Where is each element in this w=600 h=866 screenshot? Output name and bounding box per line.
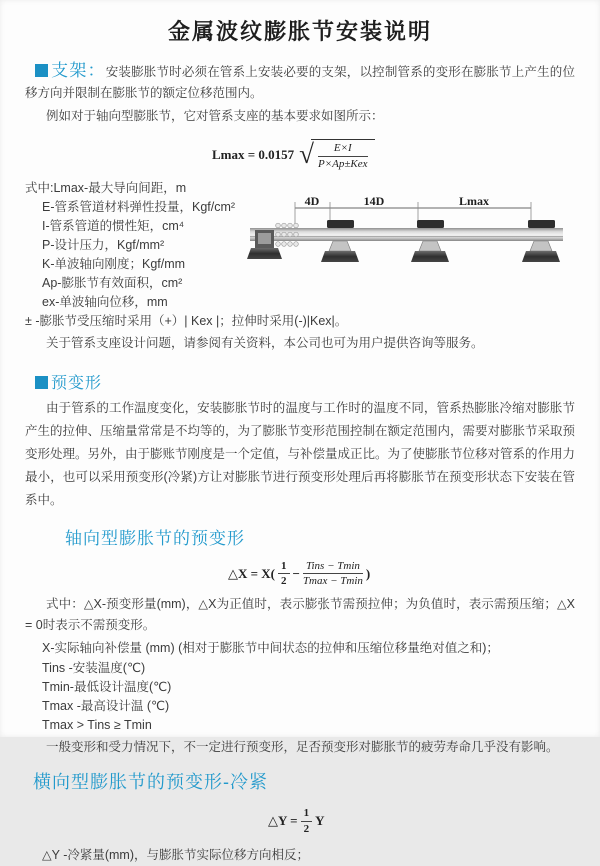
pipe-support-diagram (248, 194, 588, 276)
axial-explain-text: 式中：△X-预变形量(mm)，△X为正值时，表示膨张节需预拉伸；为负值时，表示需预压缩；△X = 0时表示不需预变形。 (25, 596, 575, 632)
lmax-formula (212, 139, 600, 171)
half-fraction: $\frac{1}{2}$ (278, 560, 290, 588)
support-note-text: 关于管系支座设计问题，请参阅有关资料，本公司也可为用户提供咨询等服务。 (46, 335, 484, 350)
lateral-formula (268, 807, 600, 835)
def-lmax: 式中:Lmax-最大导向间距，m (25, 180, 187, 195)
dim-label-lmax: Lmax (459, 194, 489, 208)
def-ex: ex-单波轴向位移，mm (42, 294, 168, 309)
lateral-formula-rhs: Y (315, 813, 325, 829)
radical-sign-icon: √ (299, 139, 314, 170)
temp-def-tins: Tins -安装温度(℃) (42, 660, 146, 675)
def-e: E-管系管道材料弹性投量，Kgf/cm² (42, 199, 236, 214)
def-ap: Ap-膨胀节有效面积，cm² (42, 275, 183, 290)
lmax-fraction: $\frac{E\times I}{\text{P×Ap±Kex}}$ (318, 142, 368, 170)
predeform-body-text: 由于管系的工作温度变化，安装膨胀节时的温度与工作时的温度不同，管系热膨胀冷缩对膨胀节产生的拉伸、压缩量常常是不均等的，为了膨胀节变形范围控制在额定范围内，需要对膨胀节采取预变形处理。另外，由于膨账节刚度是一个定值，与补偿量成正比。为了使膨胀节位移对管系的作用力最小，也可以采用预变形(冷紧)方让对膨胀节进行预变形处理后再将膨胀节在预变形状态下安装在管系中。 (25, 400, 576, 507)
page-title: 金属波纹膨胀节安装说明 (167, 19, 432, 44)
lateral-formula-lhs: △Y = (268, 813, 298, 829)
def-k: K-单波轴向刚度；Kgf/mm (42, 256, 186, 271)
support-example-text: 例如对于轴向型膨胀节，它对管系支座的基本要求如图所示： (46, 109, 384, 123)
def-pm: ± -膨胀节受压缩时采用（+）| Kex |；拉伸时采用(-)|Kex|。 (25, 313, 348, 328)
temp-inequality: Tmax > Tins ≥ Tmin (42, 717, 152, 732)
section-marker-square-icon (35, 64, 48, 77)
axial-formula-rhs: ) (365, 565, 371, 581)
lmax-formula-lhs: Lmax = 0.0157 (212, 146, 295, 162)
axial-formula-lhs: △X = X( (228, 565, 276, 581)
def-p: P-设计压力，Kgf/mm² (42, 237, 165, 252)
half-fraction: $\frac{1}{2}$ (301, 807, 313, 835)
support-heading: 支架： (51, 61, 106, 80)
sqrt-radical (299, 139, 374, 171)
lateral-subheading: 横向型膨胀节的预变形-冷紧 (33, 771, 268, 792)
axial-subheading: 轴向型膨胀节的预变形 (65, 528, 245, 548)
minus-sign: − (292, 565, 300, 581)
def-i: I-管系管道的惯性矩，cm⁴ (42, 218, 185, 233)
section-marker-square-icon (35, 376, 48, 389)
axial-formula (228, 560, 600, 588)
support-section-lead (25, 60, 575, 104)
axial-x-definition: X-实际轴向补偿量 (mm) (相对于膨胀节中间状态的拉伸和压缩位移量绝对值之和)； (42, 640, 499, 655)
temperature-fraction: $\frac{\text{Tins − Tmin}}{Tmax - Tmin}$ (302, 559, 363, 588)
temp-def-tmin: Tmin-最低设计温度(℃) (42, 679, 172, 694)
lateral-note-text: △Y -冷紧量(mm)，与膨胀节实际位移方向相反； (42, 848, 310, 863)
axial-note-text: 一般变形和受力情况下，不一定进行预变形，足否预变形对膨胀节的疲劳寿命几乎没有影响。 (46, 739, 559, 754)
dim-label-4d: 4D (304, 194, 320, 208)
temp-def-tmax: Tmax -最高设计温 (℃) (42, 698, 170, 713)
predeform-section-heading: 预变形 (35, 370, 600, 393)
dim-label-14d: 14D (363, 194, 385, 208)
support-intro-text: 安装膨胀节时必须在管系上安装必要的支架，以控制管系的变形在膨胀节上产生的位移方向并限制在膨胀节的额定位移范围内。 (25, 65, 575, 100)
